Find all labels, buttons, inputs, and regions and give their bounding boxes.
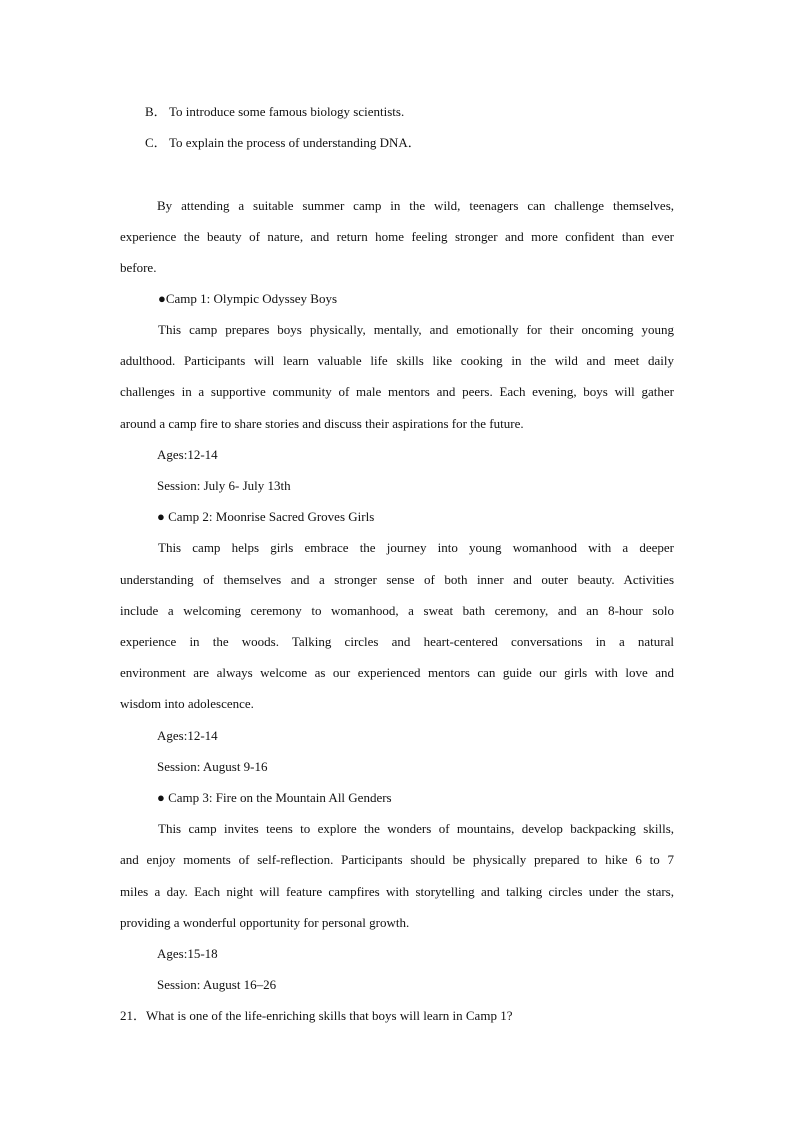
camp-1-ages: Ages:12-14 — [157, 447, 218, 462]
camp-2-session: Session: August 9-16 — [157, 759, 268, 774]
camp-2-line-2: understanding of themselves and a stronger sense of both inner and outer beauty. Activities — [120, 572, 674, 587]
camp-2-heading: ● Camp 2: Moonrise Sacred Groves Girls — [157, 509, 375, 524]
option-c — [145, 135, 421, 151]
camp-2-line-5: environment are always welcome as our experienced mentors can guide our girls with love and — [120, 665, 674, 680]
camp-2-line-1: This camp helps girls embrace the journey into young womanhood with a deeper — [158, 540, 674, 555]
camp-2-line-4: experience in the woods. Talking circles and heart-centered conversations in a natural — [120, 634, 674, 649]
camp-3-session: Session: August 16–26 — [157, 977, 277, 992]
camp-3-line-4: providing a wonderful opportunity for personal growth. — [120, 915, 410, 930]
intro-line-1: By attending a suitable summer camp in the wild, teenagers can challenge themselves, — [157, 198, 674, 213]
option-b-text: To introduce some famous biology scientists. — [169, 104, 405, 119]
camp-1-session: Session: July 6- July 13th — [157, 478, 291, 493]
option-b — [145, 104, 404, 120]
option-b-letter: B． — [145, 104, 167, 119]
option-c-text: To explain the process of understanding DNA． — [169, 135, 421, 150]
camp-3-ages: Ages:15-18 — [157, 946, 218, 961]
question-number: 21． — [120, 1008, 147, 1023]
camp-1-heading: ●Camp 1: Olympic Odyssey Boys — [158, 291, 338, 306]
intro-line-2: experience the beauty of nature, and return home feeling stronger and more confident than ever — [120, 229, 674, 244]
camp-1-line-2: adulthood. Participants will learn valuable life skills like cooking in the wild and meet daily — [120, 353, 674, 368]
camp-2-line-3: include a welcoming ceremony to womanhood, a sweat bath ceremony, and an 8-hour solo — [120, 603, 674, 618]
camp-1-line-1: This camp prepares boys physically, mentally, and emotionally for their oncoming young — [158, 322, 674, 337]
question-21 — [120, 1008, 512, 1024]
question-text: What is one of the life-enriching skills that boys will learn in Camp 1? — [146, 1008, 513, 1023]
intro-line-3: before. — [120, 260, 157, 275]
camp-3-heading: ● Camp 3: Fire on the Mountain All Genders — [157, 790, 392, 805]
camp-3-line-2: and enjoy moments of self-reflection. Participants should be physically prepared to hike 6 to 7 — [120, 852, 674, 867]
camp-3-line-1: This camp invites teens to explore the wonders of mountains, develop backpacking skills, — [158, 821, 674, 836]
camp-1-line-4: around a camp fire to share stories and discuss their aspirations for the future. — [120, 416, 524, 431]
camp-2-ages: Ages:12-14 — [157, 728, 218, 743]
camp-1-line-3: challenges in a supportive community of male mentors and peers. Each evening, boys will gather — [120, 384, 674, 399]
option-c-letter: C． — [145, 135, 167, 150]
camp-2-line-6: wisdom into adolescence. — [120, 696, 254, 711]
camp-3-line-3: miles a day. Each night will feature campfires with storytelling and talking circles under the stars, — [120, 884, 674, 899]
